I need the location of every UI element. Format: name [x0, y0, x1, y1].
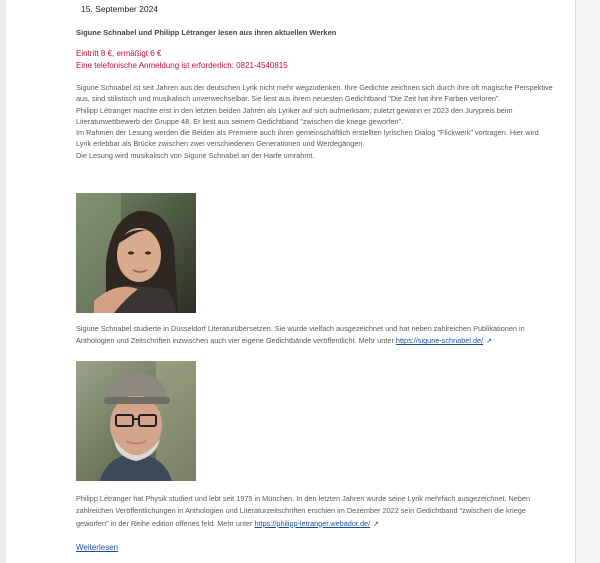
event-title: Sigune Schnabel und Philipp Létranger lesen aus ihren aktuellen Werken — [76, 28, 337, 37]
event-description — [76, 82, 554, 161]
bio-text: Philipp Létranger hat Physik studiert und lebt seit 1975 in München. In den letzten Jahren wurde seine Lyrik mehrfach ausgezeichnet. Neben zahlreichen Veröffentlichungen in Anthologien und Literaturzeitschriften erschien im Dezember 2022 sein Gedichtband "zwischen die kriege geworfen" in der Reihe edition offenes feld. Mehr unter — [76, 494, 531, 528]
description-paragraph: Philipp Létranger machte erst in den letzten beiden Jahren als Lyriker auf sich aufmerksam; zuletzt gewann er 2023 den Jurypreis beim Literaturwettbewerb der Gruppe 48. Er liest aus seinem Gedichtband "zwischen die kriege geworfen". — [76, 105, 513, 126]
description-paragraph: Sigune Schnabel ist seit Jahren aus der deutschen Lyrik nicht mehr wegzudenken. Ihre Gedichte zeichnen sich durch ihre oft magische Perspektive aus, sind stilistisch und musikalisch unverwechselbar. Sie liest aus ihrem neuesten Gedichtband "Die Zeit hat ihre Farben verloren". — [76, 83, 553, 104]
external-link-icon: ↗ — [373, 520, 379, 528]
philipp-website-link[interactable]: https://philipp-letranger.webador.de/ — [254, 518, 371, 528]
author-photo-sigune — [76, 193, 196, 313]
price-text: Eintritt 8 €, ermäßigt 6 € — [76, 49, 162, 58]
author-bio-sigune — [76, 323, 558, 349]
event-date: 15. September 2024 — [81, 4, 159, 14]
left-frame-edge — [0, 0, 6, 563]
author-photo-philipp — [76, 361, 196, 481]
read-more — [76, 543, 118, 552]
external-link-icon: ↗ — [486, 338, 492, 346]
read-more-link[interactable]: Weiterlesen — [76, 543, 119, 552]
description-paragraph: Die Lesung wird musikalisch von Sigune Schnabel an der Harfe umrahmt. — [76, 150, 315, 160]
description-paragraph: Im Rahmen der Lesung werden die Beiden als Premiere auch ihren gemeinschaftlich erstellten lyrischen Dialog "Flickwerk" vortragen. Hier wird Lyrik erlebbar als Brücke zwischen zwei verschiedenen Generationen und Werdegängen. — [76, 128, 539, 149]
bio-text: Sigune Schnabel studierte in Düsseldorf Literaturübersetzen. Sie wurde vielfach ausgezeichnet und hat neben zahlreichen Publikationen in Anthologien und Zeitschriften inzwischen auch vier eigene Gedichtbände veröffentlicht. Mehr unter — [76, 324, 525, 346]
right-scroll-area[interactable] — [575, 0, 600, 563]
event-price-info — [76, 48, 288, 72]
author-bio-philipp — [76, 493, 558, 531]
sigune-website-link[interactable]: https://sigune-schnabel.de/ — [395, 336, 484, 346]
registration-text: Eine telefonische Anmeldung ist erforderlich: 0821-4540815 — [76, 61, 288, 70]
